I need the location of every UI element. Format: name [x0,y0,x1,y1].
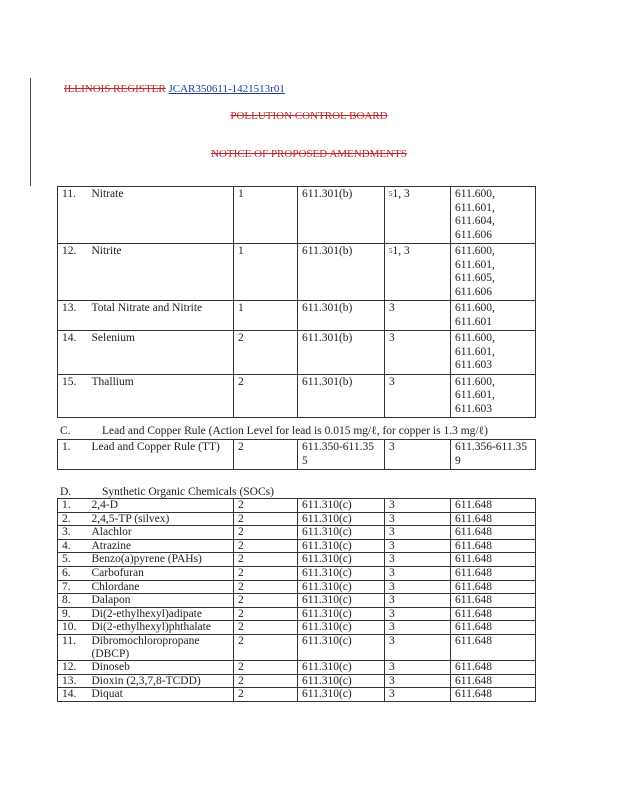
mcl-column: 2 [234,674,298,688]
mcl-column: 2 [234,594,298,608]
method-column: 3 [385,499,451,513]
mcl-column: 2 [234,607,298,621]
table-row [58,512,536,526]
mcl-column: 2 [234,580,298,594]
section-column: 611.310(c) [298,539,385,553]
reference-column: 611.648 [451,661,536,675]
contaminant-name: Selenium [88,331,234,375]
table-row [58,688,536,702]
row-number: 14. [58,331,88,375]
table-row [58,621,536,635]
mcl-column: 2 [234,621,298,635]
section-column: 611.310(c) [298,580,385,594]
section-column: 611.310(c) [298,566,385,580]
notice-title: NOTICE OF PROPOSED AMENDMENTS [211,148,407,160]
lead-copper-table [57,439,536,470]
reference-column: 611.648 [451,526,536,540]
method-column: 3 [385,674,451,688]
row-number: 8. [58,594,88,608]
contaminant-name: Benzo(a)pyrene (PAHs) [88,553,234,567]
mcl-column: 2 [234,526,298,540]
reference-column: 611.648 [451,688,536,702]
row-number: 11. [58,187,88,244]
reference-column: 611.648 [451,607,536,621]
contaminant-name: Nitrate [88,187,234,244]
contaminant-name: Atrazine [88,539,234,553]
row-number: 2. [58,512,88,526]
contaminant-name: Lead and Copper Rule (TT) [88,440,234,470]
notice-header [0,148,618,160]
section-column: 611.310(c) [298,553,385,567]
method-column: 3 [385,566,451,580]
mcl-column: 2 [234,440,298,470]
table-row [58,187,536,244]
method-column: 3 [385,526,451,540]
contaminant-name: Total Nitrate and Nitrite [88,301,234,331]
reference-column: 611.356-611.35 9 [451,440,536,470]
section-c-heading [60,425,488,437]
mcl-column: 1 [234,244,298,301]
section-column: 611.301(b) [298,301,385,331]
reference-column: 611.600, 611.601, 611.603 [451,331,536,375]
method-column: 3 [385,553,451,567]
board-header [0,110,618,122]
method-column [385,374,451,418]
method-value: 3 [389,375,395,388]
contaminant-table-inorganic [57,186,536,418]
row-number: 7. [58,580,88,594]
contaminant-name: 2,4,5-TP (silvex) [88,512,234,526]
table-row [58,661,536,675]
mcl-column: 2 [234,661,298,675]
section-c-letter: C. [60,425,71,437]
method-column: 3 [385,440,451,470]
method-column: 3 [385,688,451,702]
section-column: 611.310(c) [298,594,385,608]
table-row [58,566,536,580]
table-row [58,301,536,331]
method-column: 3 [385,580,451,594]
reference-column: 611.600, 611.601, 611.604, 611.606 [451,187,536,244]
section-column: 611.310(c) [298,661,385,675]
table-row [58,607,536,621]
row-number: 13. [58,674,88,688]
section-column: 611.301(b) [298,331,385,375]
reference-column: 611.648 [451,539,536,553]
method-column: 3 [385,634,451,660]
mcl-column: 2 [234,331,298,375]
mcl-column: 2 [234,553,298,567]
section-column: 611.301(b) [298,374,385,418]
reference-column: 611.648 [451,553,536,567]
method-column: 3 [385,539,451,553]
section-d-heading [60,486,274,498]
contaminant-name: Di(2-ethylhexyl)adipate [88,607,234,621]
section-c-title: Lead and Copper Rule (Action Level for lead is 0.015 mg/ℓ, for copper is 1.3 mg/ℓ) [102,425,488,437]
contaminant-name: 2,4-D [88,499,234,513]
method-value: 1, 3 [392,245,410,257]
mcl-column: 1 [234,301,298,331]
register-header [64,83,285,95]
table-row [58,634,536,660]
table-row [58,594,536,608]
row-number: 5. [58,553,88,567]
row-number: 6. [58,566,88,580]
section-column: 611.310(c) [298,526,385,540]
method-column [385,244,451,301]
section-column: 611.310(c) [298,512,385,526]
mcl-column: 2 [234,374,298,418]
row-number: 14. [58,688,88,702]
reference-column: 611.648 [451,621,536,635]
footnote-marker: 5 [389,247,393,255]
contaminant-name: Dalapon [88,594,234,608]
table-row [58,553,536,567]
table-row [58,499,536,513]
mcl-column: 2 [234,499,298,513]
row-number: 15. [58,374,88,418]
contaminant-name: Di(2-ethylhexyl)phthalate [88,621,234,635]
section-column: 611.301(b) [298,244,385,301]
section-column: 611.310(c) [298,499,385,513]
method-column [385,331,451,375]
method-column: 3 [385,621,451,635]
section-column: 611.350-611.35 5 [298,440,385,470]
reference-column: 611.648 [451,566,536,580]
contaminant-name: Nitrite [88,244,234,301]
section-column: 611.310(c) [298,621,385,635]
contaminant-name: Alachlor [88,526,234,540]
method-column: 3 [385,512,451,526]
margin-change-bar [30,78,31,186]
register-inserted-text: JCAR350611-1421513r01 [168,83,285,95]
row-number: 9. [58,607,88,621]
method-column [385,301,451,331]
row-number: 1. [58,499,88,513]
reference-column: 611.648 [451,674,536,688]
reference-column: 611.648 [451,594,536,608]
section-d-title: Synthetic Organic Chemicals (SOCs) [102,486,274,498]
table-row [58,374,536,418]
section-column: 611.310(c) [298,674,385,688]
section-column: 611.310(c) [298,688,385,702]
mcl-column: 1 [234,187,298,244]
reference-column: 611.648 [451,499,536,513]
reference-column: 611.600, 611.601, 611.603 [451,374,536,418]
row-number: 13. [58,301,88,331]
method-column: 3 [385,661,451,675]
method-column: 3 [385,607,451,621]
reference-column: 611.600, 611.601, 611.605, 611.606 [451,244,536,301]
section-column: 611.301(b) [298,187,385,244]
contaminant-name: Dinoseb [88,661,234,675]
row-number: 1. [58,440,88,470]
mcl-column: 2 [234,512,298,526]
section-column: 611.310(c) [298,634,385,660]
table-row [58,674,536,688]
reference-column: 611.648 [451,512,536,526]
section-d-letter: D. [60,486,72,498]
method-value: 1, 3 [392,188,410,200]
register-struck-text: ILLINOIS REGISTER [64,83,166,95]
reference-column: 611.600, 611.601 [451,301,536,331]
footnote-marker: 5 [389,190,393,198]
table-row [58,539,536,553]
contaminant-name: Thallium [88,374,234,418]
mcl-column: 2 [234,566,298,580]
method-column: 3 [385,594,451,608]
table-row [58,331,536,375]
table-row [58,440,536,470]
row-number: 4. [58,539,88,553]
mcl-column: 2 [234,688,298,702]
contaminant-name: Diquat [88,688,234,702]
method-column [385,187,451,244]
table-row [58,526,536,540]
board-title: POLLUTION CONTROL BOARD [230,110,388,122]
contaminant-name: Dioxin (2,3,7,8-TCDD) [88,674,234,688]
section-column: 611.310(c) [298,607,385,621]
contaminant-name: Dibromochloropropane (DBCP) [88,634,234,660]
mcl-column: 2 [234,539,298,553]
method-value: 3 [389,302,395,314]
table-row [58,580,536,594]
row-number: 12. [58,244,88,301]
method-value: 3 [389,332,395,344]
row-number: 11. [58,634,88,660]
row-number: 12. [58,661,88,675]
table-row [58,244,536,301]
contaminant-name: Carbofuran [88,566,234,580]
row-number: 3. [58,526,88,540]
mcl-column: 2 [234,634,298,660]
reference-column: 611.648 [451,634,536,660]
contaminant-name: Chlordane [88,580,234,594]
row-number: 10. [58,621,88,635]
reference-column: 611.648 [451,580,536,594]
soc-table [57,498,536,702]
